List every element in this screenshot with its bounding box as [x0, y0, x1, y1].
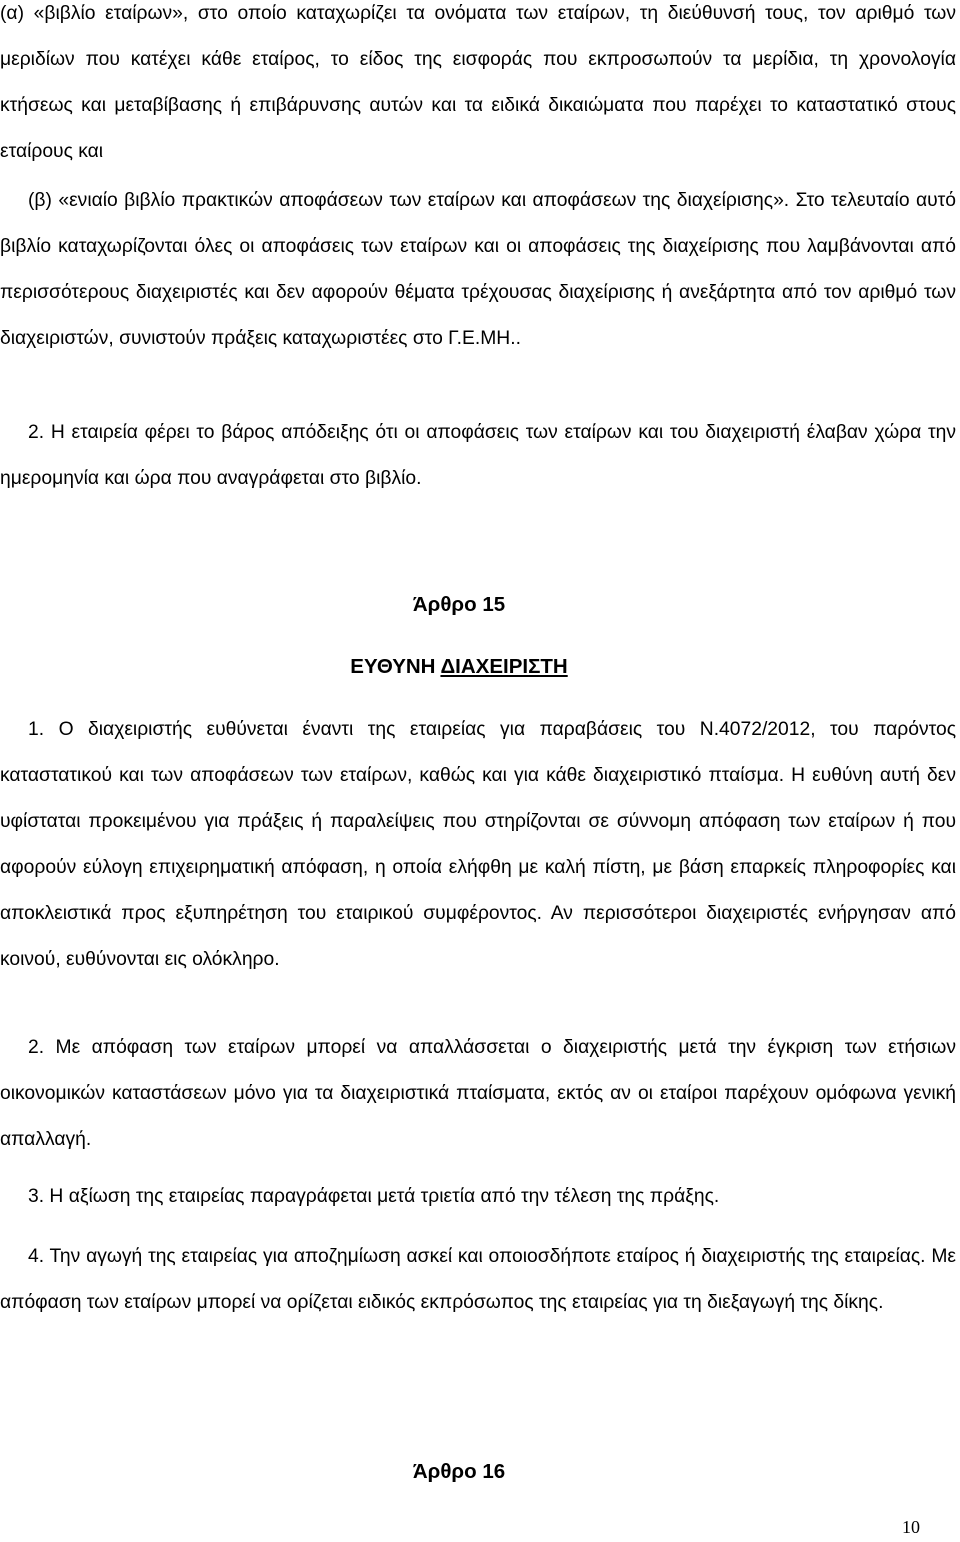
article-15-title-underlined: ΔΙΑΧΕΙΡΙΣΤΗ [440, 655, 568, 678]
article-15-title-prefix: ΕΥΘΥΝΗ [350, 655, 441, 678]
article-16-heading: Άρθρο 16 [412, 1460, 506, 1483]
article-15-heading: Άρθρο 15 [412, 593, 506, 616]
paragraph-2: 2. Η εταιρεία φέρει το βάρος απόδειξης ότι οι αποφάσεις των εταίρων και του διαχειριστή έλαβαν χώρα την ημερομηνία και ώρα που αναγράφεται στο βιβλίο. [0, 422, 956, 489]
page-number: 10 [902, 1517, 920, 1537]
article-15-paragraph-3: 3. Η αξίωση της εταιρείας παραγράφεται μετά τριετία από την τέλεση της πράξης. [28, 1186, 720, 1207]
article-15-title [0, 652, 918, 682]
article-15-paragraph-2: 2. Με απόφαση των εταίρων μπορεί να απαλλάσσεται ο διαχειριστής μετά την έγκριση των ετήσιων οικονομικών καταστάσεων μόνο για τα διαχειριστικά πταίσματα, εκτός αν οι εταίροι παρέχουν ομόφωνα γενική απαλλαγή. [0, 1037, 956, 1150]
article-15-paragraph-4: 4. Την αγωγή της εταιρείας για αποζημίωση ασκεί και οποιοσδήποτε εταίρος ή διαχειριστής της εταιρείας. Με απόφαση των εταίρων μπορεί να ορίζεται ειδικός εκπρόσωπος της εταιρείας για τη διεξαγωγή της δίκης. [0, 1246, 956, 1313]
paragraph-a: (α) «βιβλίο εταίρων», στο οποίο καταχωρίζει τα ονόματα των εταίρων, τη διεύθυνσή τους, τον αριθμό των μεριδίων που κατέχει κάθε εταίρος, το είδος της εισφοράς που εκπροσωπούν τα μερίδια, τη χρονολογία κτήσεως και μεταβίβασης ή επιβάρυνσης αυτών και τα ειδικά δικαιώματα που παρέχει το καταστατικό στους εταίρους και [0, 3, 956, 162]
article-15-paragraph-1: 1. Ο διαχειριστής ευθύνεται έναντι της εταιρείας για παραβάσεις του Ν.4072/2012, του παρόντος καταστατικού και των αποφάσεων των εταίρων, καθώς και για κάθε διαχειριστικό πταίσμα. Η ευθύνη αυτή δεν υφίσταται προκειμένου για πράξεις ή παραλείψεις που στηρίζονται σε σύννομη απόφαση των εταίρων ή που αφορούν εύλογη επιχειρηματική απόφαση, η οποία ελήφθη με καλή πίστη, με βάση επαρκείς πληροφορίες και αποκλειστικά προς εξυπηρέτηση του εταιρικού συμφέροντος. Αν περισσότεροι διαχειριστές ενήργησαν από κοινού, ευθύνονται εις ολόκληρο. [0, 719, 956, 970]
paragraph-b: (β) «ενιαίο βιβλίο πρακτικών αποφάσεων των εταίρων και αποφάσεων της διαχείρισης». Στο τελευταίο αυτό βιβλίο καταχωρίζονται όλες οι αποφάσεις των εταίρων και οι αποφάσεις της διαχείρισης που λαμβάνονται από περισσότερους διαχειριστές και δεν αφορούν θέματα τρέχουσας διαχείρισης ή ανεξάρτητα από τον αριθμό των διαχειριστών, συνιστούν πράξεις καταχωριστέες στο Γ.Ε.ΜΗ.. [0, 190, 956, 349]
